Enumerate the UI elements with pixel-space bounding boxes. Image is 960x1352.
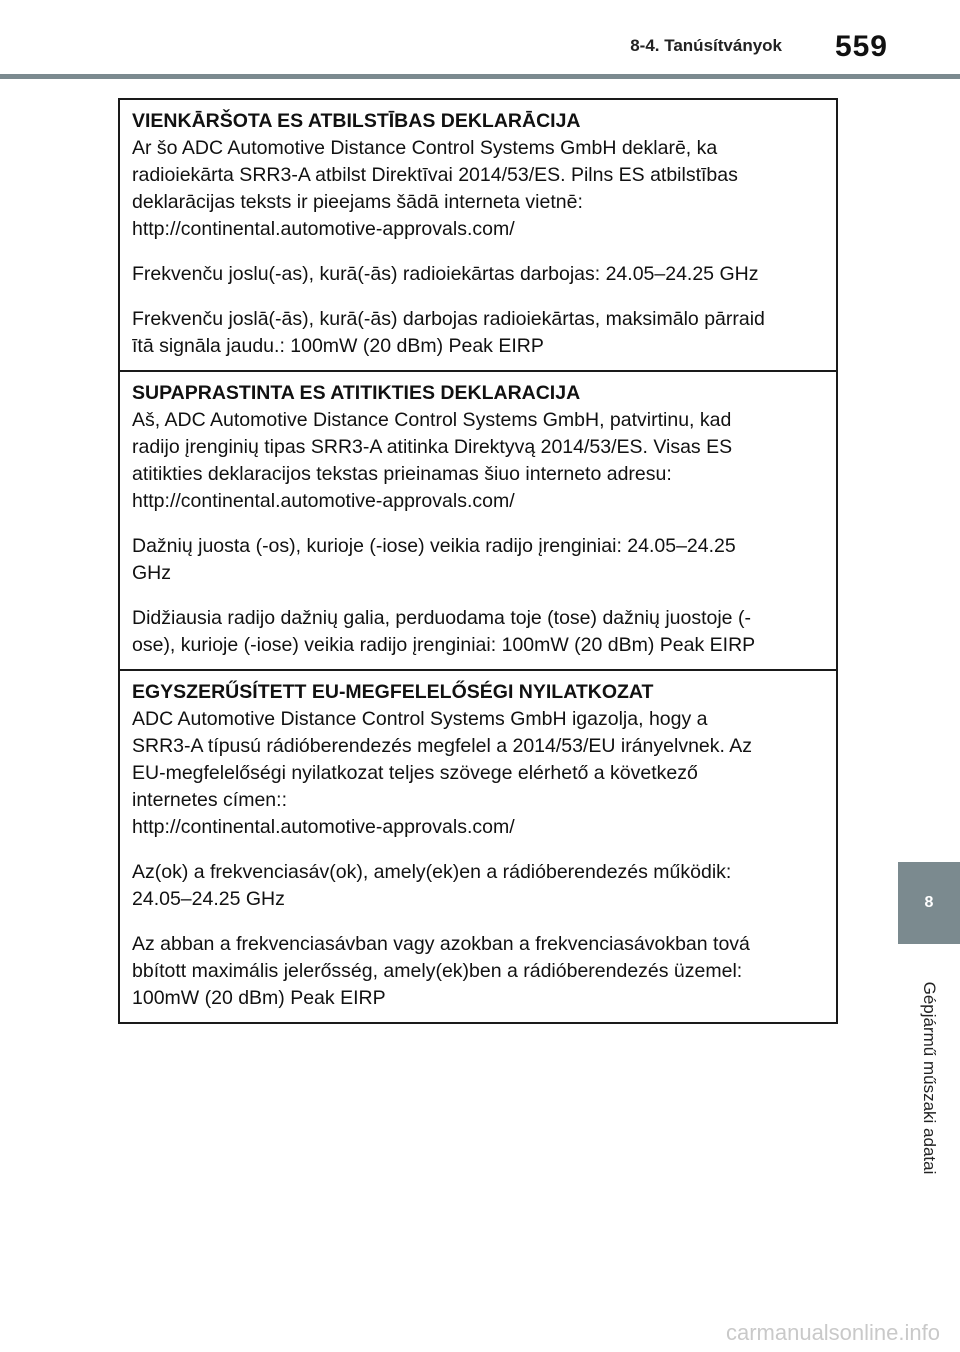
url-text: http://continental.automotive-approvals.com/: [132, 816, 515, 838]
page-number: 559: [834, 30, 888, 63]
text-line: ītā signāla jaudu.: 100mW (20 dBm) Peak EIRP: [132, 335, 544, 357]
text-line: GHz: [132, 562, 171, 584]
text-line: bbított maximális jelerősség, amely(ek)ben a rádióberendezés üzemel:: [132, 960, 743, 982]
url-text: http://continental.automotive-approvals.com/: [132, 490, 515, 512]
header-title: 8-4. Tanúsítványok: [630, 36, 782, 55]
text-line: Dažnių juosta (-os), kurioje (-iose) veikia radijo įrenginiai: 24.05–24.25: [132, 535, 736, 557]
section-paragraph: [132, 261, 824, 288]
text-line: radijo įrenginių tipas SRR3-A atitinka Direktyvą 2014/53/ES. Visas ES: [132, 436, 733, 458]
text-line: Didžiausia radijo dažnių galia, perduodama toje (tose) dažnių juostoje (-: [132, 607, 751, 629]
section-paragraph: [132, 407, 824, 515]
section-title: VIENKĀRŠOTA ES ATBILSTĪBAS DEKLARĀCIJA: [132, 110, 581, 132]
section-title: SUPAPRASTINTA ES ATITIKTIES DEKLARACIJA: [132, 382, 581, 404]
chapter-label: Gépjármű műszaki adatai: [920, 981, 939, 1175]
paragraph-gap: [132, 587, 824, 605]
section-paragraph: [132, 931, 824, 1012]
chapter-tab: [898, 862, 960, 944]
section-paragraph: [132, 533, 824, 587]
paragraph-gap: [132, 841, 824, 859]
text-line: Az(ok) a frekvenciasáv(ok), amely(ek)en a rádióberendezés működik:: [132, 861, 732, 883]
watermark-text: carmanualsonline.info: [725, 1320, 940, 1345]
section-title: EGYSZERŰSÍTETT EU-MEGFELELŐSÉGI NYILATKOZAT: [132, 681, 654, 703]
text-line: deklarācijas teksts ir pieejams šādā interneta vietnē:: [132, 191, 583, 213]
text-line: 24.05–24.25 GHz: [132, 888, 285, 910]
text-line: radioiekārta SRR3-A atbilst Direktīvai 2014/53/ES. Pilns ES atbilstības: [132, 164, 738, 186]
text-line: ADC Automotive Distance Control Systems GmbH igazolja, hogy a: [132, 708, 708, 730]
paragraph-gap: [132, 243, 824, 261]
section-paragraph: [132, 135, 824, 243]
text-line: Frekvenču joslu(-as), kurā(-ās) radioiekārtas darbojas: 24.05–24.25 GHz: [132, 263, 759, 285]
paragraph-gap: [132, 913, 824, 931]
text-line: Frekvenču joslā(-ās), kurā(-ās) darbojas radioiekārtas, maksimālo pārraid: [132, 308, 765, 330]
section-paragraph: [132, 706, 824, 841]
text-line: Az abban a frekvenciasávban vagy azokban a frekvenciasávokban tová: [132, 933, 750, 955]
chapter-number: 8: [924, 894, 934, 911]
text-line: atitikties deklaracijos tekstas prieinamas šiuo interneto adresu:: [132, 463, 672, 485]
declaration-section-lv: [120, 100, 836, 372]
text-line: SRR3-A típusú rádióberendezés megfelel a 2014/53/EU irányelvnek. Az: [132, 735, 753, 757]
paragraph-gap: [132, 288, 824, 306]
declaration-section-lt: [120, 372, 836, 671]
section-paragraph: [132, 605, 824, 659]
section-paragraph: [132, 306, 824, 360]
declaration-table: [118, 98, 838, 1024]
text-line: EU-megfelelőségi nyilatkozat teljes szövege elérhető a következő: [132, 762, 698, 784]
section-paragraph: [132, 859, 824, 913]
text-line: 100mW (20 dBm) Peak EIRP: [132, 987, 386, 1009]
declaration-section-hu: [120, 671, 836, 1022]
header-rule: [0, 74, 960, 79]
text-line: Aš, ADC Automotive Distance Control Systems GmbH, patvirtinu, kad: [132, 409, 732, 431]
text-line: internetes címen::: [132, 789, 287, 811]
text-line: ose), kurioje (-iose) veikia radijo įrenginiai: 100mW (20 dBm) Peak EIRP: [132, 634, 756, 656]
text-line: Ar šo ADC Automotive Distance Control Systems GmbH deklarē, ka: [132, 137, 718, 159]
url-text: http://continental.automotive-approvals.com/: [132, 218, 515, 240]
paragraph-gap: [132, 515, 824, 533]
